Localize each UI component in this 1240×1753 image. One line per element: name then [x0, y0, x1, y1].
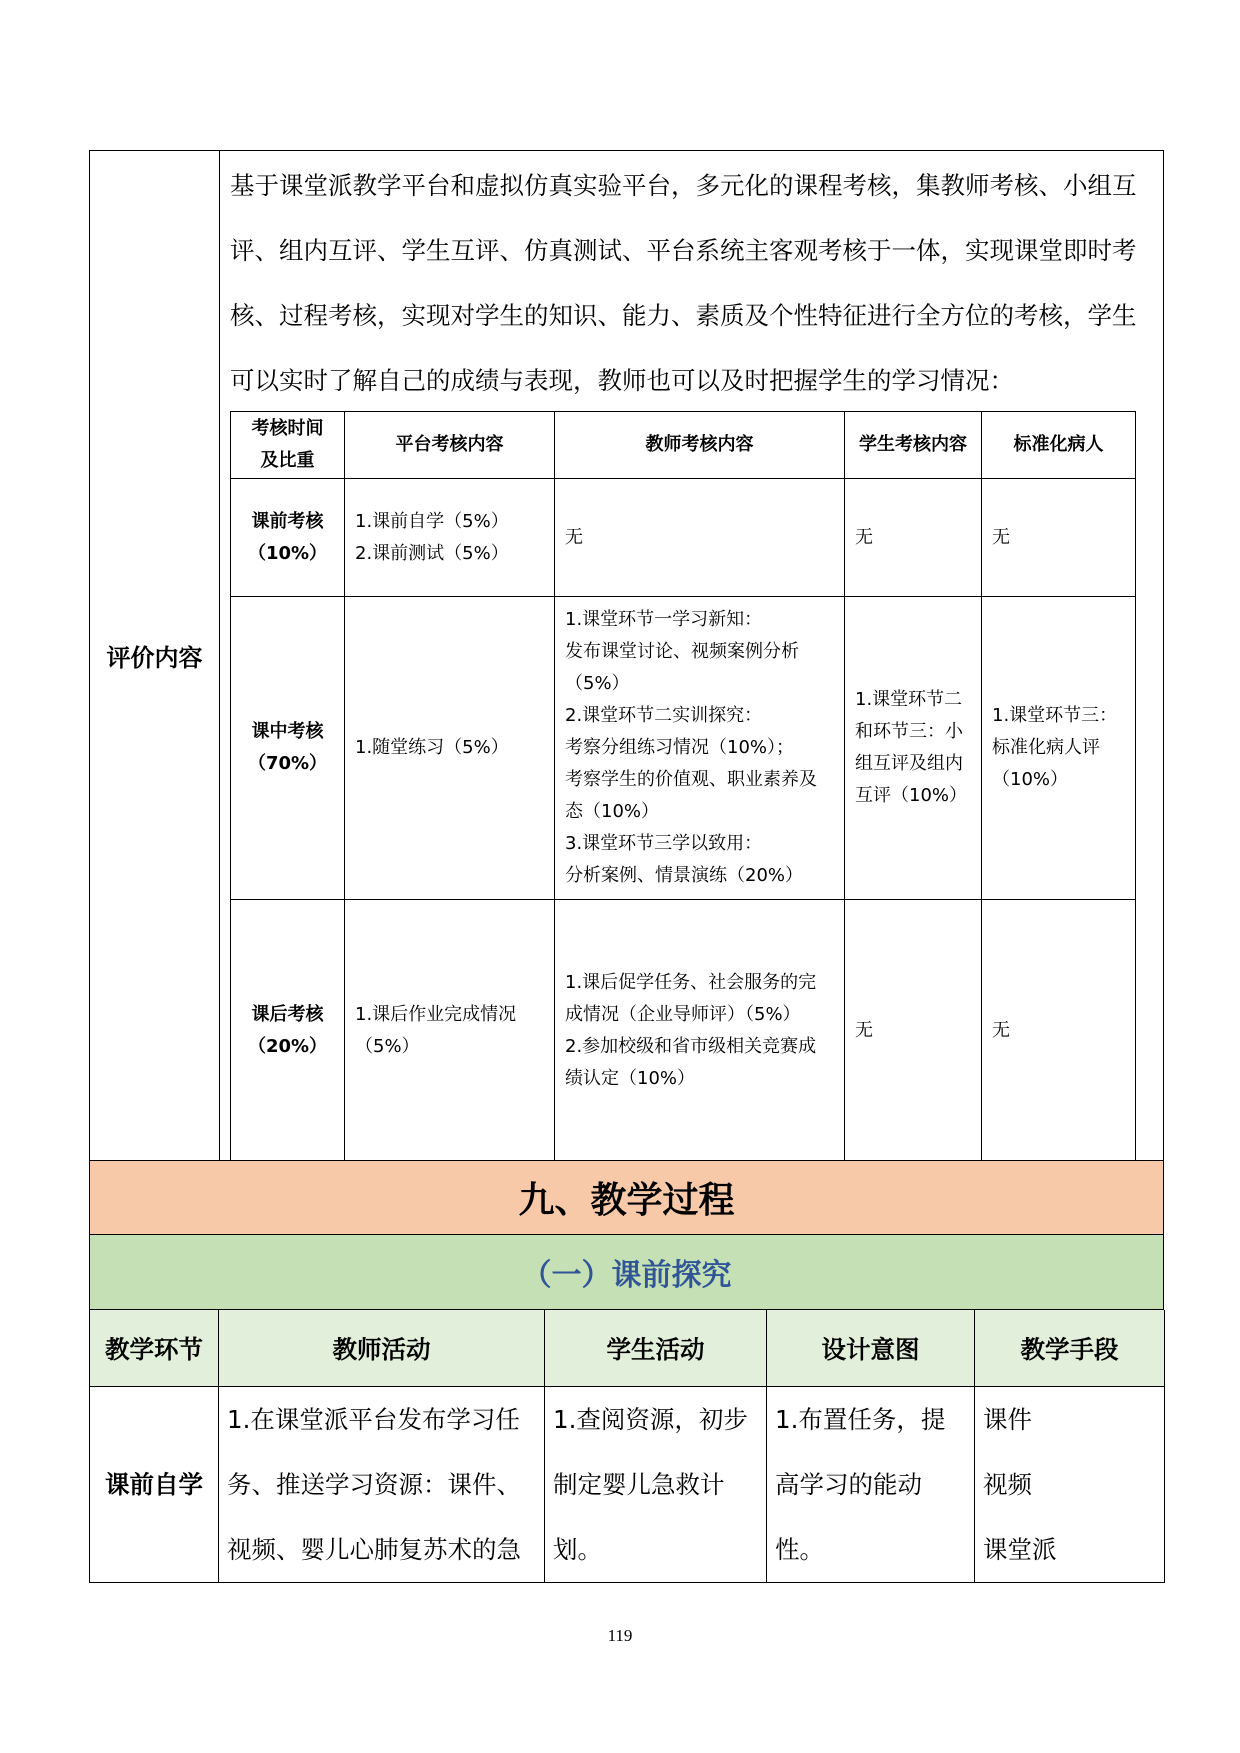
- table-header-row: [90, 1310, 1165, 1387]
- cell: 无: [845, 479, 982, 597]
- section-label: 评价内容: [90, 151, 220, 1160]
- table-header-row: [231, 412, 1136, 479]
- table-row: [231, 900, 1136, 1162]
- cell: 无: [555, 479, 845, 597]
- cell: 1.课堂环节三：标准化病人评（10%）: [982, 597, 1136, 900]
- page-number: 119: [607, 1626, 633, 1645]
- table-row: [231, 479, 1136, 597]
- cell: 1.课前自学（5%） 2.课前测试（5%）: [345, 479, 555, 597]
- cell: 1.课堂环节一学习新知： 发布课堂讨论、视频案例分析 （5%） 2.课堂环节二实训探究： 考察分组练习情况（10%）； 考察学生的价值观、职业素养及态（10%） 3.课堂环节三学以致用： 分析案例、情景演练（20%）: [555, 597, 845, 900]
- cell: 课前考核 （10%）: [231, 479, 345, 597]
- subsection-title: （一）课前探究: [89, 1235, 1164, 1310]
- cell: 课中考核 （70%）: [231, 597, 345, 900]
- cell: 1.在课堂派平台发布学习任务、推送学习资源：课件、视频、婴儿心肺复苏术的急: [219, 1387, 545, 1583]
- header-cell: 教师活动: [219, 1310, 545, 1387]
- cell: 1.查阅资源，初步制定婴儿急救计划。: [545, 1387, 767, 1583]
- table-row: [90, 1387, 1165, 1583]
- header-cell: 考核时间 及比重: [231, 412, 345, 479]
- cell: 课件 视频 课堂派: [975, 1387, 1165, 1583]
- intro-paragraph: 基于课堂派教学平台和虚拟仿真实验平台，多元化的课程考核，集教师考核、小组互评、组内互评、学生互评、仿真测试、平台系统主客观考核于一体，实现课堂即时考核、过程考核，实现对学生的知识、能力、素质及个性特征进行全方位的考核，学生可以实时了解自己的成绩与表现，教师也可以及时把握学生的学习情况：: [230, 171, 1137, 395]
- cell: 无: [982, 900, 1136, 1162]
- evaluation-section: [89, 150, 1164, 1160]
- cell: 1.课后促学任务、社会服务的完成情况（企业导师评）（5%） 2.参加校级和省市级相关竞赛成绩认定（10%）: [555, 900, 845, 1162]
- cell: 课后考核 （20%）: [231, 900, 345, 1162]
- assessment-table: [230, 411, 1136, 1162]
- header-cell: 标准化病人: [982, 412, 1136, 479]
- chapter-title: 九、教学过程: [89, 1160, 1164, 1235]
- header-cell: 学生活动: [545, 1310, 767, 1387]
- cell: 无: [845, 900, 982, 1162]
- cell: 1.随堂练习（5%）: [345, 597, 555, 900]
- cell: 课前自学: [90, 1387, 219, 1583]
- header-cell: 教学手段: [975, 1310, 1165, 1387]
- header-cell: 教学环节: [90, 1310, 219, 1387]
- cell: 无: [982, 479, 1136, 597]
- cell: 1.布置任务，提高学习的能动性。: [767, 1387, 975, 1583]
- header-cell: 平台考核内容: [345, 412, 555, 479]
- cell: 1.课堂环节二和环节三：小组互评及组内互评（10%）: [845, 597, 982, 900]
- process-table: [89, 1310, 1165, 1583]
- cell: 1.课后作业完成情况（5%）: [345, 900, 555, 1162]
- header-cell: 学生考核内容: [845, 412, 982, 479]
- table-row: [231, 597, 1136, 900]
- header-cell: 教师考核内容: [555, 412, 845, 479]
- header-cell: 设计意图: [767, 1310, 975, 1387]
